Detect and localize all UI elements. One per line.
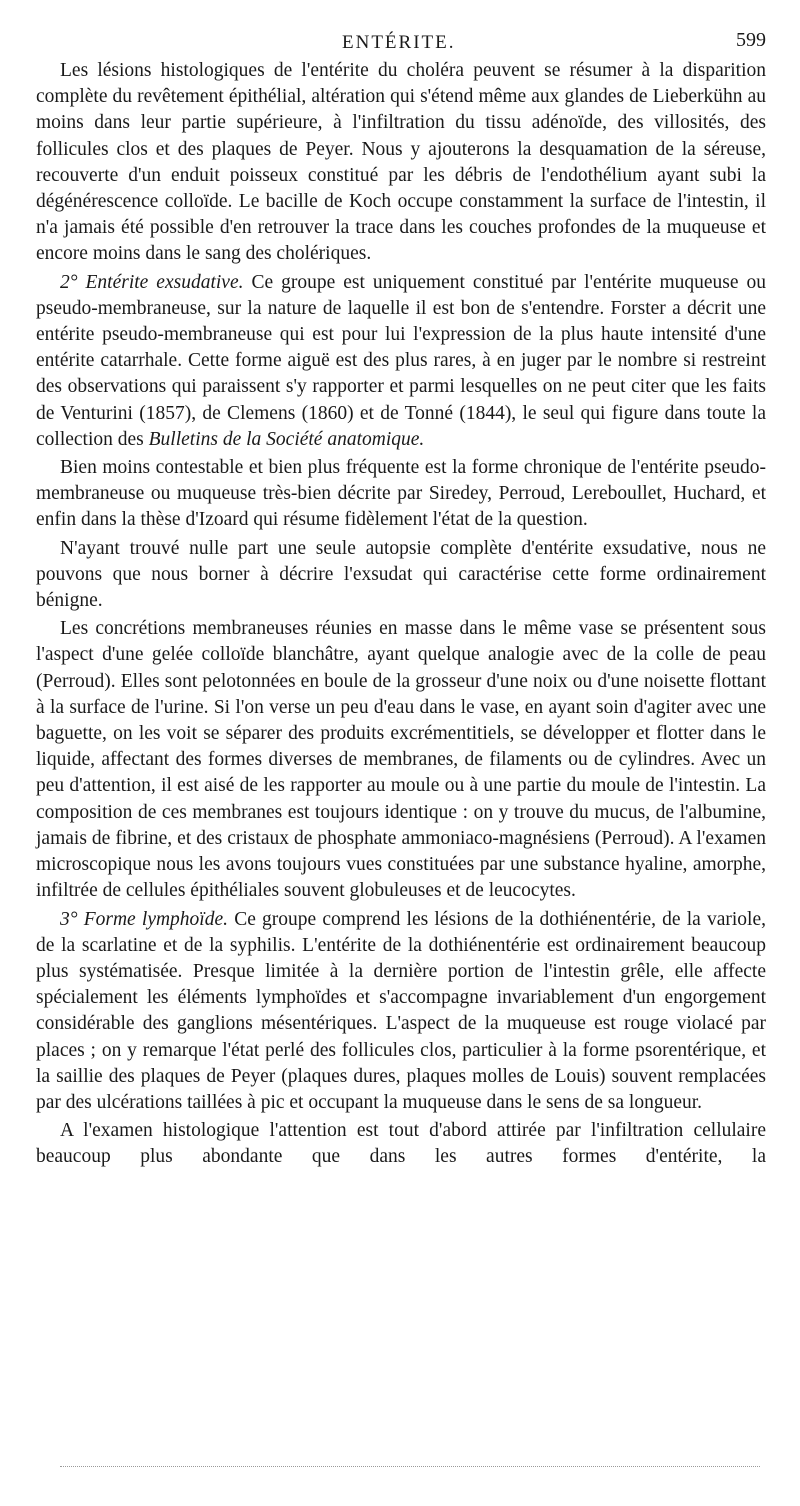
paragraph-exudative-enteritis — [36, 270, 766, 453]
paragraph-text: Ce groupe est uniquement constitué par l'entérite muqueuse ou pseudo-membraneuse, sur la nature de laquelle il est bon de s'entendre. Forster a décrit une entérite pseudo-membraneuse qui est pour lui l'expression de la plus haute intensité d'une entérite catarrhale. Cette forme aiguë est des plus rares, à en juger par le nombre si restreint des observations qui paraissent s'y rapporter et parmi lesquelles on ne peut citer que les faits de Venturini (1857), de Clemens (1860) et de Tonné (1844), le seul qui figure dans toute la collection des — [36, 271, 767, 450]
paragraph-cholera-lesions: Les lésions histologiques de l'entérite du choléra peuvent se résumer à la disparition complète du revêtement épithélial, altération qui s'étend même aux glandes de Lieberkühn au moins dans leur partie supérieure, à l'infiltration du tissu adénoïde, des villosités, des follicules clos et des plaques de Peyer. Nous y ajouterons la desquamation de la séreuse, recouverte d'un enduit poisseux constitué par les débris de l'endothélium ayant subi la dégénérescence colloïde. Le bacille de Koch occupe constamment la surface de l'intestin, il n'a jamais été possible d'en retrouver la trace dans les couches profondes de la muqueuse et encore moins dans le sang des cholériques. — [36, 60, 766, 265]
header-title: ENTÉRITE. — [342, 32, 456, 53]
footer-divider — [60, 1466, 760, 1467]
page-number: 599 — [736, 29, 766, 51]
paragraph-no-autopsy: N'ayant trouvé nulle part une seule autopsie complète d'entérite exsudative, nous ne pouvons que nous borner à décrire l'exsudat qui caractérise cette forme ordinairement bénigne. — [36, 537, 766, 612]
journal-title: Bulletins de la Société anatomique. — [148, 428, 425, 450]
section-heading-lymphoid: 3° Forme lymphoïde. — [60, 908, 229, 930]
section-heading-exudative: 2° Entérite exsudative. — [60, 271, 244, 293]
paragraph-lymphoid-form — [36, 907, 766, 1117]
running-head — [36, 0, 766, 58]
paragraph-histology: A l'examen histologique l'attention est tout d'abord attirée par l'infiltration cellulaire beaucoup plus abondante que dans les autres formes d'entérite, la — [36, 1120, 766, 1168]
paragraph-chronic-form: Bien moins contestable et bien plus fréquente est la forme chronique de l'entérite pseudo-membraneuse ou muqueuse très-bien décrite par Siredey, Perroud, Lereboullet, Huchard, et enfin dans la thèse d'Izoard qui résume fidèlement l'état de la question. — [36, 457, 766, 531]
paragraph-text: Ce groupe comprend les lésions de la dothiénentérie, de la variole, de la scarlatine et de la syphilis. L'entérite de la dothiénentérie est ordinairement beaucoup plus systématisée. Presque limitée à la dernière portion de l'intestin grêle, elle affecte spécialement les éléments lymphoïdes et s'accompagne invariablement d'un engorgement considérable des ganglions mésentériques. L'aspect de la muqueuse est rouge violacé par places ; on y remarque l'état perlé des follicules clos, particulier à la forme psorentérique, et la saillie des plaques de Peyer (plaques dures, plaques molles de Louis) souvent remplacées par des ulcérations taillées à pic et occupant la muqueuse dans le sens de sa longueur. — [36, 908, 767, 1113]
body-text — [36, 58, 766, 1171]
book-page — [36, 0, 766, 1173]
paragraph-membranous-concretions: Les concrétions membraneuses réunies en masse dans le même vase se présentent sous l'aspect d'une gelée colloïde blanchâtre, ayant quelque analogie avec de la colle de peau (Perroud). Elles sont pelotonnées en boule de la grosseur d'une noix ou d'une noisette flottant à la surface de l'urine. Si l'on verse un peu d'eau dans le vase, en ayant soin d'agiter avec une baguette, on les voit se séparer des produits excrémentitiels, se développer et flotter dans le liquide, affectant des formes diverses de membranes, de filaments ou de cylindres. Avec un peu d'attention, il est aisé de les rapporter au moule ou à une partie du moule de l'intestin. La composition de ces membranes est toujours identique : on y trouve du mucus, de l'albumine, jamais de fibrine, et des cristaux de phosphate ammoniaco-magnésiens (Perroud). A l'examen microscopique nous les avons toujours vues constituées par une substance hyaline, amorphe, infiltrée de cellules épithéliales souvent globuleuses et de leucocytes. — [36, 618, 766, 902]
